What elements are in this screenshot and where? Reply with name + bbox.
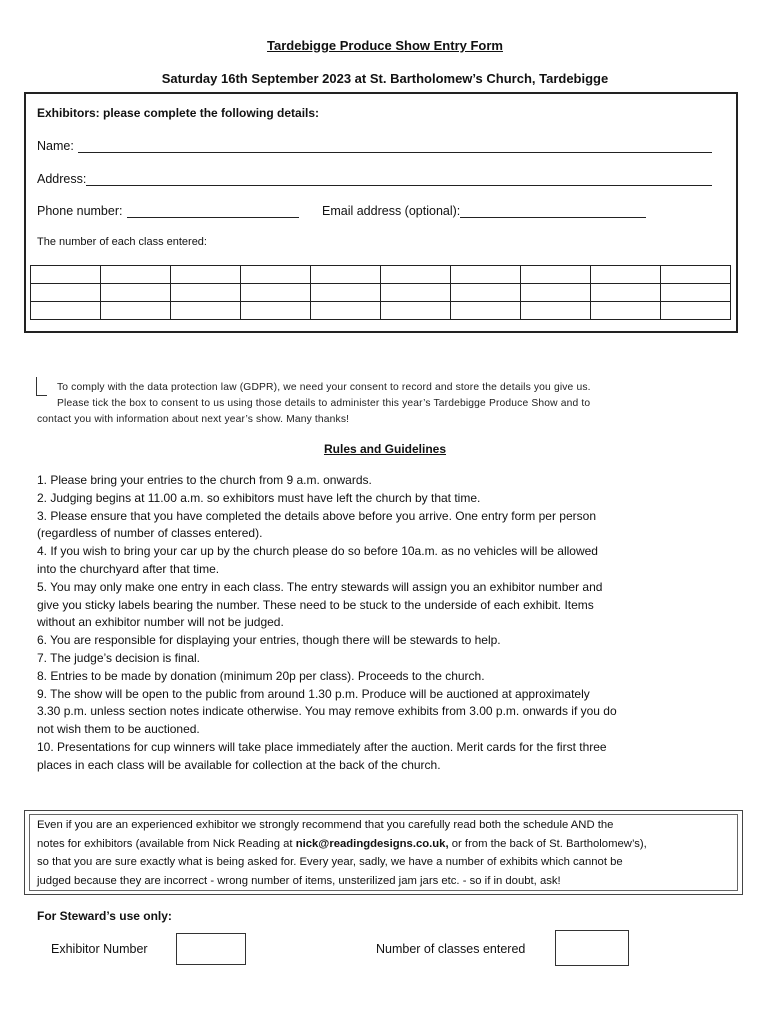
advice-line: so that you are sure exactly what is being asked for. Every year, sadly, we have a number of exhibits which cannot be (37, 856, 623, 869)
advice-line: Even if you are an experienced exhibitor we strongly recommend that you carefully read both the schedule AND the (37, 819, 614, 831)
address-field[interactable] (86, 173, 712, 186)
class-grid-cell[interactable] (311, 302, 381, 320)
class-grid-cell[interactable] (31, 284, 101, 302)
address-row (37, 172, 712, 186)
contact-email: nick@readingdesigns.co.uk, (295, 837, 449, 850)
rule-line: (regardless of number of classes entered). (37, 526, 263, 541)
email-label: Email address (optional): (322, 204, 461, 218)
class-grid-cell[interactable] (171, 266, 241, 284)
phone-row (37, 204, 299, 218)
rule-line: 2. Judging begins at 11.00 a.m. so exhibitors must have left the church by that time. (37, 490, 481, 505)
class-grid-cell[interactable] (521, 302, 591, 320)
class-grid-row (31, 302, 731, 320)
form-subtitle: Saturday 16th September 2023 at St. Bartholomew’s Church, Tardebigge (161, 71, 609, 86)
rule-line: 4. If you wish to bring your car up by the church please do so before 10a.m. as no vehicles will be allowed (37, 544, 598, 559)
advice-line2-post: or from the back of St. Bartholomew’s), (448, 837, 647, 850)
class-grid-cell[interactable] (241, 284, 311, 302)
gdpr-line: Please tick the box to consent to us using those details to administer this year’s Tardebigge Produce Show and to (57, 398, 591, 409)
class-grid-cell[interactable] (101, 284, 171, 302)
class-grid-cell[interactable] (171, 284, 241, 302)
rule-line: 6. You are responsible for displaying your entries, though there will be stewards to help. (37, 633, 501, 648)
class-grid-cell[interactable] (241, 302, 311, 320)
form-title: Tardebigge Produce Show Entry Form (267, 38, 503, 53)
classes-entered-label: The number of each class entered: (37, 236, 207, 248)
rule-line: 7. The judge’s decision is final. (37, 650, 200, 665)
phone-label: Phone number: (37, 204, 123, 218)
class-grid-cell[interactable] (311, 266, 381, 284)
email-field[interactable] (460, 205, 646, 218)
class-grid-cell[interactable] (591, 284, 661, 302)
class-grid-row (31, 284, 731, 302)
rule-line: 3. Please ensure that you have completed the details above before you arrive. One entry form per person (37, 508, 596, 523)
class-grid-cell[interactable] (591, 302, 661, 320)
name-row (37, 139, 712, 153)
email-row (322, 204, 646, 218)
steward-heading: For Steward’s use only: (37, 909, 172, 923)
rule-line: into the churchyard after that time. (37, 561, 220, 576)
rule-line: 10. Presentations for cup winners will take place immediately after the auction. Merit cards for the first three (37, 739, 607, 754)
class-grid-cell[interactable] (521, 284, 591, 302)
class-grid-cell[interactable] (101, 302, 171, 320)
gdpr-notice (37, 380, 737, 428)
address-label: Address: (37, 172, 87, 186)
rule-line: places in each class will be available for collection at the back of the church. (37, 757, 441, 772)
class-grid-cell[interactable] (451, 266, 521, 284)
class-grid-cell[interactable] (381, 284, 451, 302)
class-grid-cell[interactable] (101, 266, 171, 284)
exhibitor-number-label: Exhibitor Number (51, 942, 148, 956)
rule-line: 3.30 p.m. unless section notes indicate otherwise. You may remove exhibits from 3.00 p.m. onwards if you do (37, 704, 617, 719)
classes-entered-count-box[interactable] (555, 930, 629, 966)
rule-line: 9. The show will be open to the public from around 1.30 p.m. Produce will be auctioned at approximately (37, 686, 590, 701)
rules-heading: Rules and Guidelines (323, 442, 447, 456)
rule-line: without an exhibitor number will not be judged. (37, 615, 284, 630)
class-grid-cell[interactable] (451, 284, 521, 302)
name-field[interactable] (78, 140, 712, 153)
advice-line: judged because they are incorrect - wrong number of items, unsterilized jam jars etc. - so if in doubt, ask! (37, 874, 561, 887)
class-grid-cell[interactable] (661, 302, 731, 320)
gdpr-line: contact you with information about next year’s show. Many thanks! (37, 414, 350, 425)
class-grid-cell[interactable] (661, 266, 731, 284)
rule-line: 8. Entries to be made by donation (minimum 20p per class). Proceeds to the church. (37, 668, 485, 683)
advice-line2-pre: notes for exhibitors (available from Nick Reading at (37, 837, 296, 850)
phone-field[interactable] (127, 205, 299, 218)
details-heading: Exhibitors: please complete the following details: (37, 106, 320, 120)
class-grid-cell[interactable] (591, 266, 661, 284)
class-grid-cell[interactable] (381, 266, 451, 284)
rule-line: 5. You may only make one entry in each class. The entry stewards will assign you an exhibitor number and (37, 579, 603, 594)
class-grid-cell[interactable] (381, 302, 451, 320)
class-grid-cell[interactable] (171, 302, 241, 320)
name-label: Name: (37, 139, 74, 153)
advice-text (37, 816, 737, 890)
gdpr-line: To comply with the data protection law (GDPR), we need your consent to record and store the details you give us. (57, 382, 591, 393)
class-grid-cell[interactable] (521, 266, 591, 284)
class-grid-cell[interactable] (31, 302, 101, 320)
advice-line (37, 835, 737, 854)
rule-line: give you sticky labels bearing the number. These need to be stuck to the underside of each exhibit. Items (37, 597, 594, 612)
exhibitor-number-box[interactable] (176, 933, 246, 965)
class-grid-cell[interactable] (311, 284, 381, 302)
class-grid-cell[interactable] (451, 302, 521, 320)
class-number-grid (30, 265, 731, 320)
class-grid-cell[interactable] (661, 284, 731, 302)
rule-line: not wish them to be auctioned. (37, 722, 200, 737)
class-grid-cell[interactable] (31, 266, 101, 284)
rules-list (37, 472, 737, 775)
classes-entered-count-label: Number of classes entered (376, 942, 526, 956)
class-grid-cell[interactable] (241, 266, 311, 284)
rule-line: 1. Please bring your entries to the church from 9 a.m. onwards. (37, 473, 372, 487)
class-grid-row (31, 266, 731, 284)
